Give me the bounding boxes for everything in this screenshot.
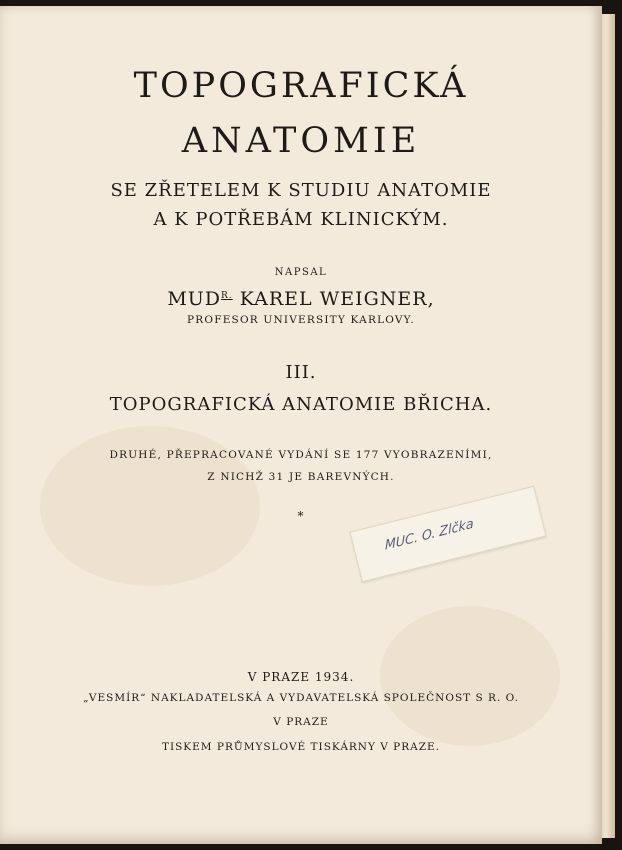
volume-number: III. <box>285 362 317 383</box>
written-by-label: NAPSAL <box>274 267 328 278</box>
printer-line: TISKEM PRŮMYSLOVÉ TISKÁRNY V PRAZE. <box>161 741 441 753</box>
edition-line-2: Z NICHŽ 31 JE BAREVNÝCH. <box>207 471 395 483</box>
subtitle-line-2: A K POTŘEBÁM KLINICKÝM. <box>153 209 449 230</box>
title-page <box>0 6 602 844</box>
ornament-star: * <box>297 509 305 523</box>
title-line-1: TOPOGRAFICKÁ <box>133 66 469 106</box>
edition-line-1: DRUHÉ, PŘEPRACOVANÉ VYDÁNÍ SE 177 VYOBRAZENÍMI, <box>109 449 493 461</box>
volume-title: TOPOGRAFICKÁ ANATOMIE BŘICHA. <box>109 394 493 415</box>
author-line <box>0 288 602 310</box>
subtitle-line-1: SE ZŘETELEM K STUDIU ANATOMIE <box>110 180 492 201</box>
title-line-2: ANATOMIE <box>181 121 421 161</box>
ownership-label <box>350 486 547 582</box>
author-degree-sup: R. <box>221 291 233 301</box>
author-prefix: MUD <box>167 288 222 310</box>
author-name: KAREL WEIGNER, <box>239 288 435 310</box>
imprint-city-year: V PRAZE 1934. <box>247 670 355 684</box>
publisher-city: V PRAZE <box>273 716 329 728</box>
author-role: PROFESOR UNIVERSITY KARLOVY. <box>187 314 415 326</box>
publisher-name: „VESMÍR“ NAKLADATELSKÁ A VYDAVATELSKÁ SPOLEČNOST S R. O. <box>83 692 519 704</box>
handwritten-signature: MUC. O. Zlčka <box>384 516 474 554</box>
